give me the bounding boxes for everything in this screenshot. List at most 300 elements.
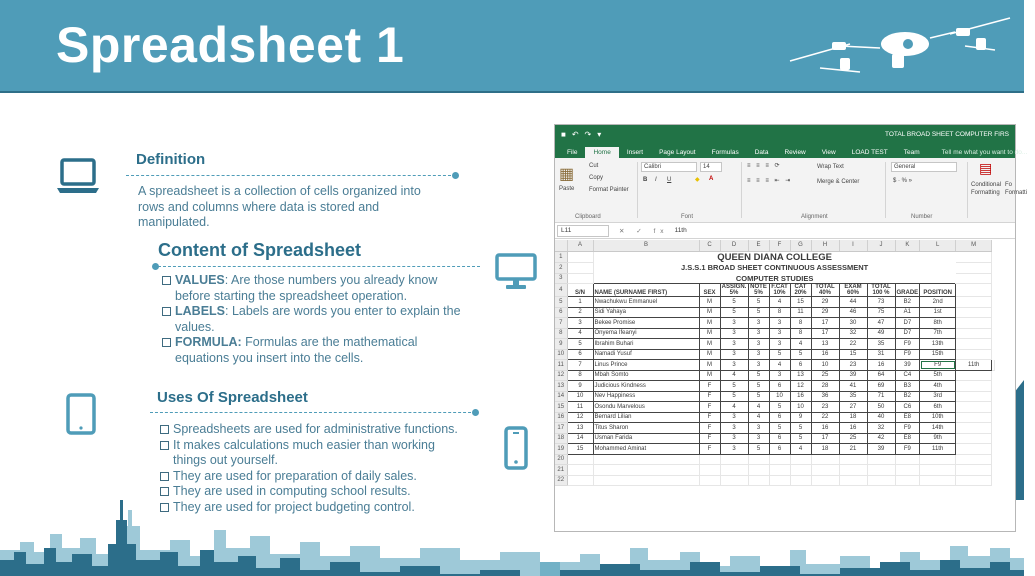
cut-button[interactable]: Cut [589, 163, 599, 169]
student-cell[interactable]: 6 [769, 433, 790, 444]
align-icons-row2[interactable]: ≡ ≡ ≡ ⇤ ⇥ [747, 178, 793, 184]
student-cell[interactable]: 25 [839, 433, 867, 444]
student-cell[interactable]: 73 [867, 297, 895, 308]
row-header[interactable]: 7 [555, 318, 567, 329]
student-cell[interactable]: B2 [895, 391, 920, 402]
student-cell[interactable]: 71 [867, 391, 895, 402]
student-cell[interactable]: 3 [769, 328, 790, 339]
format-as-table-button[interactable]: Fo [1005, 182, 1013, 188]
student-cell[interactable]: 5 [748, 297, 769, 308]
student-cell[interactable]: 23 [811, 402, 839, 413]
cell[interactable] [956, 412, 992, 423]
student-cell[interactable]: 6 [769, 381, 790, 392]
cell[interactable] [720, 454, 748, 465]
student-cell[interactable]: 3 [720, 444, 748, 455]
student-cell[interactable]: 32 [839, 328, 867, 339]
student-cell[interactable]: Titus Sharon [593, 423, 699, 434]
student-cell[interactable]: 35 [839, 391, 867, 402]
student-cell[interactable]: 5 [567, 339, 593, 350]
cell[interactable] [895, 475, 920, 486]
student-cell[interactable]: 4 [720, 402, 748, 413]
student-cell[interactable]: 21 [839, 444, 867, 455]
formula-input[interactable]: 11th [674, 227, 687, 234]
student-cell[interactable]: 8 [790, 328, 811, 339]
student-cell[interactable]: 40 [867, 412, 895, 423]
student-cell[interactable]: 3 [720, 339, 748, 350]
student-cell[interactable]: 2 [567, 307, 593, 318]
student-cell[interactable]: 4 [720, 370, 748, 381]
student-cell[interactable]: M [699, 328, 720, 339]
student-cell[interactable]: 5 [720, 381, 748, 392]
cell[interactable] [699, 475, 720, 486]
cell[interactable] [867, 454, 895, 465]
column-header-d[interactable]: D [720, 240, 748, 251]
student-cell[interactable]: 4 [769, 297, 790, 308]
student-cell[interactable]: D7 [895, 318, 920, 329]
student-cell[interactable]: 50 [867, 402, 895, 413]
row-header[interactable]: 9 [555, 339, 567, 350]
student-cell[interactable]: 10th [920, 412, 956, 423]
cell[interactable] [956, 318, 992, 329]
student-cell[interactable]: 14th [920, 423, 956, 434]
student-cell[interactable]: 29 [811, 307, 839, 318]
cell[interactable] [956, 444, 992, 455]
student-cell[interactable]: 13 [811, 339, 839, 350]
student-cell[interactable]: 9 [790, 412, 811, 423]
student-cell[interactable]: 11th [920, 444, 956, 455]
cell[interactable] [720, 475, 748, 486]
student-cell[interactable]: 5 [769, 423, 790, 434]
cell[interactable] [811, 475, 839, 486]
student-cell[interactable]: B3 [895, 381, 920, 392]
student-cell[interactable]: 36 [811, 391, 839, 402]
student-cell[interactable]: M [699, 318, 720, 329]
student-cell[interactable]: Usman Farida [593, 433, 699, 444]
student-cell[interactable]: 6 [769, 412, 790, 423]
student-cell[interactable]: 49 [867, 328, 895, 339]
student-cell[interactable]: 22 [811, 412, 839, 423]
student-cell[interactable]: E8 [895, 433, 920, 444]
student-cell[interactable]: 3 [769, 339, 790, 350]
student-cell[interactable]: 16 [790, 391, 811, 402]
tab-review[interactable]: Review [784, 149, 806, 156]
student-cell[interactable]: 17 [811, 433, 839, 444]
select-all-corner[interactable] [555, 240, 567, 251]
student-cell[interactable]: 44 [839, 297, 867, 308]
row-header[interactable]: 18 [555, 433, 567, 444]
cell[interactable] [790, 475, 811, 486]
student-cell[interactable]: 3 [567, 318, 593, 329]
student-cell[interactable]: 6 [790, 360, 811, 371]
undo-icon[interactable]: ↶ [571, 129, 579, 139]
tab-insert[interactable]: Insert [626, 149, 644, 156]
cell[interactable] [839, 465, 867, 476]
student-cell[interactable]: 9th [920, 433, 956, 444]
student-cell[interactable]: 1 [567, 297, 593, 308]
student-cell[interactable]: Namadi Yusuf [593, 349, 699, 360]
cell[interactable] [920, 465, 956, 476]
student-cell[interactable]: F [699, 402, 720, 413]
student-cell[interactable]: 9 [567, 381, 593, 392]
name-box[interactable]: L11 [557, 225, 609, 237]
student-cell[interactable]: 5 [748, 391, 769, 402]
student-cell[interactable]: 30 [839, 318, 867, 329]
cell[interactable] [748, 454, 769, 465]
tab-load-test[interactable]: LOAD TEST [851, 149, 888, 156]
align-icons[interactable]: ≡ ≡ ≡ ⟳ [747, 163, 782, 169]
cell[interactable] [567, 475, 593, 486]
student-cell[interactable]: 3 [720, 412, 748, 423]
student-cell[interactable]: Linus Prince [593, 360, 699, 371]
column-header-h[interactable]: H [811, 240, 839, 251]
student-cell[interactable]: 28 [811, 381, 839, 392]
student-cell[interactable]: M [699, 370, 720, 381]
student-cell[interactable]: 18 [839, 412, 867, 423]
student-cell[interactable]: 32 [867, 423, 895, 434]
cell[interactable] [956, 391, 992, 402]
student-cell[interactable]: 8 [790, 318, 811, 329]
student-cell[interactable]: 4 [748, 412, 769, 423]
row-header[interactable]: 22 [555, 475, 567, 486]
student-cell[interactable]: Mohammed Aminat [593, 444, 699, 455]
column-header-g[interactable]: G [790, 240, 811, 251]
save-icon[interactable]: ■ [561, 129, 566, 139]
student-cell[interactable]: 5 [748, 370, 769, 381]
underline-button[interactable]: U [667, 177, 672, 183]
student-cell[interactable]: 11 [567, 402, 593, 413]
cell[interactable] [769, 454, 790, 465]
tab-file[interactable]: File [567, 149, 578, 156]
student-cell[interactable]: 5th [920, 370, 956, 381]
student-cell[interactable]: D7 [895, 328, 920, 339]
student-cell[interactable]: Osondu Marvelous [593, 402, 699, 413]
student-cell[interactable]: 15th [920, 349, 956, 360]
row-header[interactable]: 19 [555, 444, 567, 455]
student-cell[interactable]: F9 [895, 423, 920, 434]
student-cell[interactable]: A1 [895, 307, 920, 318]
row-header[interactable]: 12 [555, 370, 567, 381]
student-cell[interactable]: 41 [839, 381, 867, 392]
format-painter-button[interactable]: Format Painter [589, 187, 629, 193]
worksheet-grid[interactable] [555, 240, 995, 486]
student-cell[interactable]: 3 [748, 349, 769, 360]
student-cell[interactable]: 3 [748, 360, 769, 371]
student-cell[interactable]: 12 [567, 412, 593, 423]
cell[interactable] [956, 349, 992, 360]
student-cell[interactable]: F [699, 412, 720, 423]
cell[interactable] [956, 454, 992, 465]
student-cell[interactable]: 5 [720, 391, 748, 402]
row-header[interactable]: 11 [555, 360, 567, 371]
cell[interactable] [956, 402, 992, 413]
student-cell[interactable]: M [699, 307, 720, 318]
student-cell[interactable]: C6 [895, 402, 920, 413]
wrap-text-button[interactable]: Wrap Text [817, 164, 844, 170]
student-cell[interactable]: 16 [811, 423, 839, 434]
student-cell[interactable]: 69 [867, 381, 895, 392]
student-cell[interactable]: F [699, 444, 720, 455]
student-cell[interactable]: 27 [839, 402, 867, 413]
tab-view[interactable]: View [821, 149, 836, 156]
cell[interactable] [956, 423, 992, 434]
student-cell[interactable]: 4 [769, 360, 790, 371]
student-cell[interactable]: 3 [720, 318, 748, 329]
student-cell[interactable]: 6 [769, 444, 790, 455]
cell[interactable] [956, 339, 992, 350]
tab-page-layout[interactable]: Page Layout [659, 149, 696, 156]
column-header-f[interactable]: F [769, 240, 790, 251]
column-header-b[interactable]: B [593, 240, 699, 251]
cell[interactable] [956, 381, 992, 392]
student-cell[interactable]: Ibrahim Buhari [593, 339, 699, 350]
conditional-formatting-button[interactable]: Conditional [971, 182, 1002, 188]
student-cell[interactable]: M [699, 339, 720, 350]
cell[interactable] [593, 454, 699, 465]
student-cell[interactable]: 12 [790, 381, 811, 392]
student-cell[interactable]: 3 [720, 328, 748, 339]
student-cell[interactable]: 11 [790, 307, 811, 318]
student-cell[interactable]: 3 [769, 318, 790, 329]
student-cell[interactable]: 10 [790, 402, 811, 413]
student-cell[interactable]: 4 [790, 339, 811, 350]
cell[interactable] [567, 454, 593, 465]
cell[interactable] [699, 454, 720, 465]
student-cell[interactable]: 16 [839, 423, 867, 434]
student-cell[interactable]: 16 [867, 360, 895, 371]
cell-grid[interactable] [555, 240, 995, 486]
student-cell[interactable]: F9 [920, 360, 956, 371]
student-cell[interactable]: Nwachukwu Emmanuel [593, 297, 699, 308]
font-size-select[interactable]: 14 [700, 162, 722, 172]
student-cell[interactable]: Bekee Promise [593, 318, 699, 329]
bold-button[interactable]: B [643, 177, 648, 183]
font-name-select[interactable]: Calibri [641, 162, 697, 172]
cell[interactable] [895, 465, 920, 476]
student-cell[interactable]: 16 [811, 349, 839, 360]
student-cell[interactable]: 5 [748, 307, 769, 318]
student-cell[interactable]: C4 [895, 370, 920, 381]
cell[interactable] [956, 307, 992, 318]
row-header[interactable]: 21 [555, 465, 567, 476]
student-cell[interactable]: 5 [790, 349, 811, 360]
student-cell[interactable]: 5 [720, 307, 748, 318]
copy-button[interactable]: Copy [589, 175, 604, 181]
student-cell[interactable]: 14 [567, 433, 593, 444]
row-header[interactable]: 14 [555, 391, 567, 402]
student-cell[interactable]: 7th [920, 328, 956, 339]
student-cell[interactable]: 46 [839, 307, 867, 318]
cell[interactable] [790, 465, 811, 476]
cell[interactable] [748, 465, 769, 476]
cell[interactable] [839, 454, 867, 465]
row-header[interactable]: 16 [555, 412, 567, 423]
cell[interactable] [811, 465, 839, 476]
row-header[interactable]: 6 [555, 307, 567, 318]
student-cell[interactable]: 22 [839, 339, 867, 350]
cell[interactable] [920, 454, 956, 465]
row-header[interactable]: 8 [555, 328, 567, 339]
cell[interactable] [956, 297, 992, 308]
column-header-j[interactable]: J [867, 240, 895, 251]
cell[interactable] [567, 263, 593, 274]
cell[interactable] [593, 465, 699, 476]
student-cell[interactable]: 15 [790, 297, 811, 308]
cell[interactable] [956, 284, 992, 297]
student-cell[interactable]: Sidi Yahaya [593, 307, 699, 318]
student-cell[interactable]: 4 [567, 328, 593, 339]
student-cell[interactable]: B2 [895, 297, 920, 308]
student-cell[interactable]: 15 [839, 349, 867, 360]
cell[interactable] [956, 433, 992, 444]
student-cell[interactable]: 1st [920, 307, 956, 318]
italic-button[interactable]: I [655, 177, 657, 183]
redo-icon[interactable]: ↷ [584, 129, 592, 139]
student-cell[interactable]: 13 [567, 423, 593, 434]
merge-center-button[interactable]: Merge & Center [817, 179, 860, 185]
column-header-k[interactable]: K [895, 240, 920, 251]
student-cell[interactable]: 5 [720, 297, 748, 308]
cell[interactable] [839, 475, 867, 486]
tell-me-search[interactable]: Tell me what you want to do... [941, 149, 1028, 156]
student-cell[interactable]: Mbah Somto [593, 370, 699, 381]
student-cell[interactable]: 11th [956, 360, 992, 371]
column-header-i[interactable]: I [839, 240, 867, 251]
cell[interactable] [956, 251, 992, 263]
student-cell[interactable]: 35 [867, 339, 895, 350]
column-header-e[interactable]: E [748, 240, 769, 251]
cell[interactable] [699, 465, 720, 476]
row-header[interactable]: 15 [555, 402, 567, 413]
student-cell[interactable]: 8th [920, 318, 956, 329]
student-cell[interactable]: 3 [720, 360, 748, 371]
cell[interactable] [956, 370, 992, 381]
student-cell[interactable]: Bernard Lilian [593, 412, 699, 423]
student-cell[interactable]: 5 [769, 349, 790, 360]
student-cell[interactable]: 75 [867, 307, 895, 318]
student-cell[interactable]: 23 [839, 360, 867, 371]
student-cell[interactable]: E8 [895, 412, 920, 423]
row-header[interactable]: 4 [555, 284, 567, 297]
cell[interactable] [567, 273, 593, 284]
row-header[interactable]: 17 [555, 423, 567, 434]
fill-color-icon[interactable]: ◆ [695, 177, 700, 183]
student-cell[interactable]: 4 [748, 402, 769, 413]
student-cell[interactable]: 7 [567, 360, 593, 371]
student-cell[interactable]: 10 [769, 391, 790, 402]
column-header-l[interactable]: L [920, 240, 956, 251]
student-cell[interactable]: F9 [895, 339, 920, 350]
student-cell[interactable]: 3 [748, 339, 769, 350]
cell[interactable] [593, 475, 699, 486]
tab-formulas[interactable]: Formulas [711, 149, 739, 156]
student-cell[interactable]: 3 [720, 433, 748, 444]
cell[interactable] [895, 454, 920, 465]
cell[interactable] [769, 465, 790, 476]
student-cell[interactable]: 3 [748, 433, 769, 444]
row-header[interactable]: 20 [555, 454, 567, 465]
cell[interactable] [992, 360, 995, 371]
row-header[interactable]: 3 [555, 273, 567, 284]
student-cell[interactable]: 39 [839, 370, 867, 381]
student-cell[interactable]: 13 [790, 370, 811, 381]
paste-button[interactable]: ▦ [559, 166, 575, 183]
student-cell[interactable]: 25 [811, 370, 839, 381]
cell[interactable] [811, 454, 839, 465]
student-cell[interactable]: 39 [867, 444, 895, 455]
student-cell[interactable]: F [699, 391, 720, 402]
student-cell[interactable]: 10 [567, 391, 593, 402]
cell[interactable] [720, 465, 748, 476]
student-cell[interactable]: 5 [790, 433, 811, 444]
row-header[interactable]: 5 [555, 297, 567, 308]
student-cell[interactable]: 3 [748, 328, 769, 339]
student-cell[interactable]: Nev Happiness [593, 391, 699, 402]
student-cell[interactable]: 6th [920, 402, 956, 413]
customize-toolbar-icon[interactable]: ▾ [597, 129, 602, 139]
cell[interactable] [867, 475, 895, 486]
cell[interactable] [567, 251, 593, 263]
student-cell[interactable]: 5 [748, 444, 769, 455]
student-cell[interactable]: 15 [567, 444, 593, 455]
student-cell[interactable]: 3 [720, 423, 748, 434]
student-cell[interactable]: 31 [867, 349, 895, 360]
tab-team[interactable]: Team [903, 149, 920, 156]
student-cell[interactable]: 6 [567, 349, 593, 360]
tab-data[interactable]: Data [754, 149, 769, 156]
student-cell[interactable]: 64 [867, 370, 895, 381]
conditional-formatting-icon[interactable]: ▤ [979, 160, 993, 176]
student-cell[interactable]: 29 [811, 297, 839, 308]
student-cell[interactable]: F [699, 433, 720, 444]
student-cell[interactable]: 8 [567, 370, 593, 381]
cell[interactable] [867, 465, 895, 476]
cell[interactable] [956, 273, 992, 284]
column-header-m[interactable]: M [956, 240, 992, 251]
student-cell[interactable]: 4 [790, 444, 811, 455]
student-cell[interactable]: F [699, 381, 720, 392]
student-cell[interactable]: Judicious Kindness [593, 381, 699, 392]
student-cell[interactable]: 5 [769, 402, 790, 413]
formula-bar-icons[interactable]: ✕ ✓ fx [619, 227, 669, 235]
student-cell[interactable]: Onyema Ifeanyi [593, 328, 699, 339]
cell[interactable] [769, 475, 790, 486]
student-cell[interactable]: 18 [811, 444, 839, 455]
row-header[interactable]: 1 [555, 251, 567, 263]
cell[interactable] [920, 475, 956, 486]
student-cell[interactable]: 5 [748, 381, 769, 392]
cell[interactable] [956, 263, 992, 274]
student-cell[interactable]: 17 [811, 318, 839, 329]
student-cell[interactable]: 39 [895, 360, 920, 371]
student-cell[interactable]: 3rd [920, 391, 956, 402]
cell[interactable] [790, 454, 811, 465]
student-cell[interactable]: F [699, 423, 720, 434]
font-color-icon[interactable]: A [709, 176, 714, 182]
student-cell[interactable]: 3 [769, 370, 790, 381]
student-cell[interactable]: M [699, 360, 720, 371]
cell[interactable] [956, 328, 992, 339]
row-header[interactable]: 10 [555, 349, 567, 360]
column-header-c[interactable]: C [699, 240, 720, 251]
number-format-select[interactable]: General [891, 162, 957, 172]
student-cell[interactable]: 8 [769, 307, 790, 318]
student-cell[interactable]: M [699, 349, 720, 360]
column-header-a[interactable]: A [567, 240, 593, 251]
student-cell[interactable]: 5 [790, 423, 811, 434]
student-cell[interactable]: F9 [895, 444, 920, 455]
student-cell[interactable]: M [699, 297, 720, 308]
cell[interactable] [956, 475, 992, 486]
